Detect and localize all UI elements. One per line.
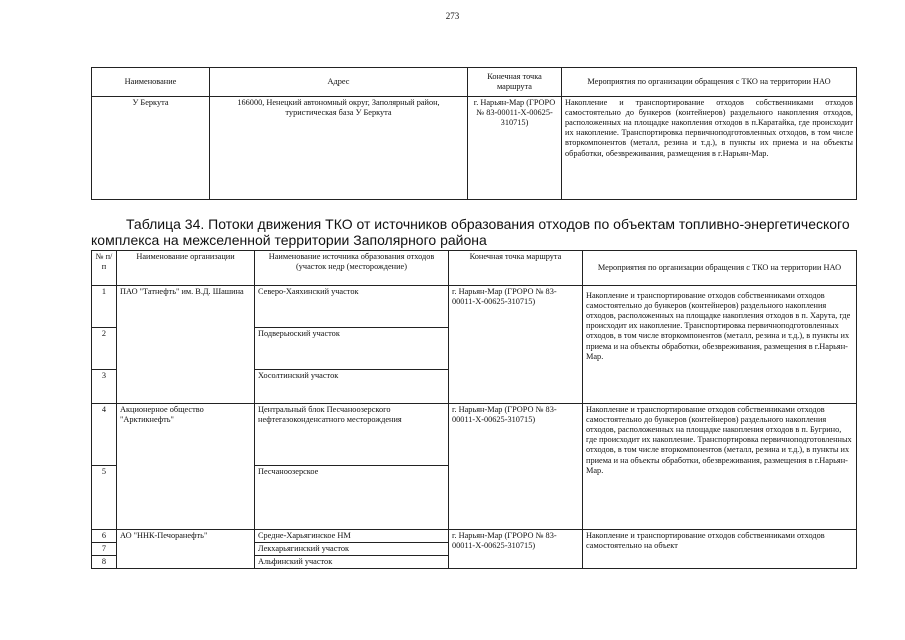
header-number: № п/п	[92, 251, 117, 286]
table-row	[92, 286, 857, 328]
row-number: 4	[92, 404, 117, 466]
cell-endpoint: г. Нарьян-Мар (ГРОРО № 83-00011-Х-00625-310715)	[468, 97, 562, 200]
header-source: Наименование источника образования отходов (участок недр (месторождение)	[255, 251, 449, 286]
cell-source: Альфинский участок	[255, 556, 449, 569]
cell-source: Хосолтинский участок	[255, 370, 449, 404]
cell-name: У Беркута	[92, 97, 210, 200]
table-title: Таблица 34. Потоки движения ТКО от источников образования отходов по объектам топливно-энергетического комплекса на межселенной территории Заполярного района	[91, 216, 850, 248]
page-number: 273	[445, 11, 460, 21]
cell-endpoint-continued	[449, 370, 583, 404]
cell-endpoint: г. Нарьян-Мар (ГРОРО № 83-00011-Х-00625-310715)	[449, 404, 583, 466]
cell-source: Песчаноозерское	[255, 466, 449, 530]
cell-measures: Накопление и транспортирование отходов собственниками отходов самостоятельно на объект	[583, 530, 857, 569]
table-row	[92, 530, 857, 543]
cell-source: Лекхарьягинский участок	[255, 543, 449, 556]
cell-endpoint: г. Нарьян-Мар (ГРОРО № 83-00011-Х-00625-310715)	[449, 530, 583, 569]
cell-org: АО "ННК-Печоранефть"	[117, 530, 255, 569]
cell-measures: Накопление и транспортирование отходов собственниками отходов самостоятельно до бункеров (контейнеров) раздельного накопления отходов, расположенных на площадке накопления отходов в п. Харута, где происходит их накопление. Транспортировка первичноподготовленных отходов, в том числе вторкомпонентов (металл, резина и т.д.), в пункты их приема и на объекты обработки, обезвреживания, размещения в г.Нарьян-Мар.	[583, 286, 857, 404]
route-table-top	[91, 67, 857, 200]
cell-source: Северо-Хаяхинский участок	[255, 286, 449, 328]
cell-org: Акционерное общество "Арктикнефть"	[117, 404, 255, 530]
cell-endpoint-continued	[449, 466, 583, 530]
table-header-row	[92, 68, 857, 97]
row-number: 6	[92, 530, 117, 543]
header-endpoint: Конечная точка маршрута	[468, 68, 562, 97]
table-header-row	[92, 251, 857, 286]
table-row	[92, 404, 857, 466]
row-number: 3	[92, 370, 117, 404]
row-number: 8	[92, 556, 117, 569]
cell-measures: Накопление и транспортирование отходов собственниками отходов самостоятельно до бункеров (контейнеров) раздельного накопления отходов, расположенных на площадке накопления отходов в п.Каратайка, где происходит их накопление. Транспортировка первичноподготовленных отходов, в том числе вторкомпонентов (металл, резина и т.д.), в пункты их приема и на объекты обработки, обезвреживания, размещения в г.Нарьян-Мар.	[562, 97, 857, 200]
cell-org: ПАО "Татнефть" им. В.Д. Шашина	[117, 286, 255, 404]
table-row	[92, 97, 857, 200]
row-number: 1	[92, 286, 117, 328]
cell-source: Средне-Харьягинское НМ	[255, 530, 449, 543]
header-name: Наименование	[92, 68, 210, 97]
row-number: 5	[92, 466, 117, 530]
cell-endpoint-continued	[449, 328, 583, 370]
cell-endpoint: г. Нарьян-Мар (ГРОРО № 83-00011-Х-00625-310715)	[449, 286, 583, 328]
row-number: 2	[92, 328, 117, 370]
header-endpoint: Конечная точка маршрута	[449, 251, 583, 286]
header-address: Адрес	[210, 68, 468, 97]
header-measures: Мероприятия по организации обращения с ТКО на территории НАО	[562, 68, 857, 97]
row-number: 7	[92, 543, 117, 556]
header-measures: Мероприятия по организации обращения с ТКО на территории НАО	[583, 251, 857, 286]
cell-source: Центральный блок Песчаноозерского нефтегазоконденсатного месторождения	[255, 404, 449, 466]
cell-measures: Накопление и транспортирование отходов собственниками отходов самостоятельно до бункеров (контейнеров) раздельного накопления отходов, расположенных на площадке накопления отходов в п. Бугрино, где происходит их накопление. Транспортировка первичноподготовленных отходов, в том числе вторкомпонентов (металл, резина и т.д.), в пункты их приема и на объекты обработки, обезвреживания, размещения в г.Нарьян-Мар.	[583, 404, 857, 530]
cell-address: 166000, Ненецкий автономный округ, Заполярный район, туристическая база У Беркута	[210, 97, 468, 200]
cell-source: Подверьюский участок	[255, 328, 449, 370]
header-org: Наименование организации	[117, 251, 255, 286]
waste-flow-table	[91, 250, 857, 569]
